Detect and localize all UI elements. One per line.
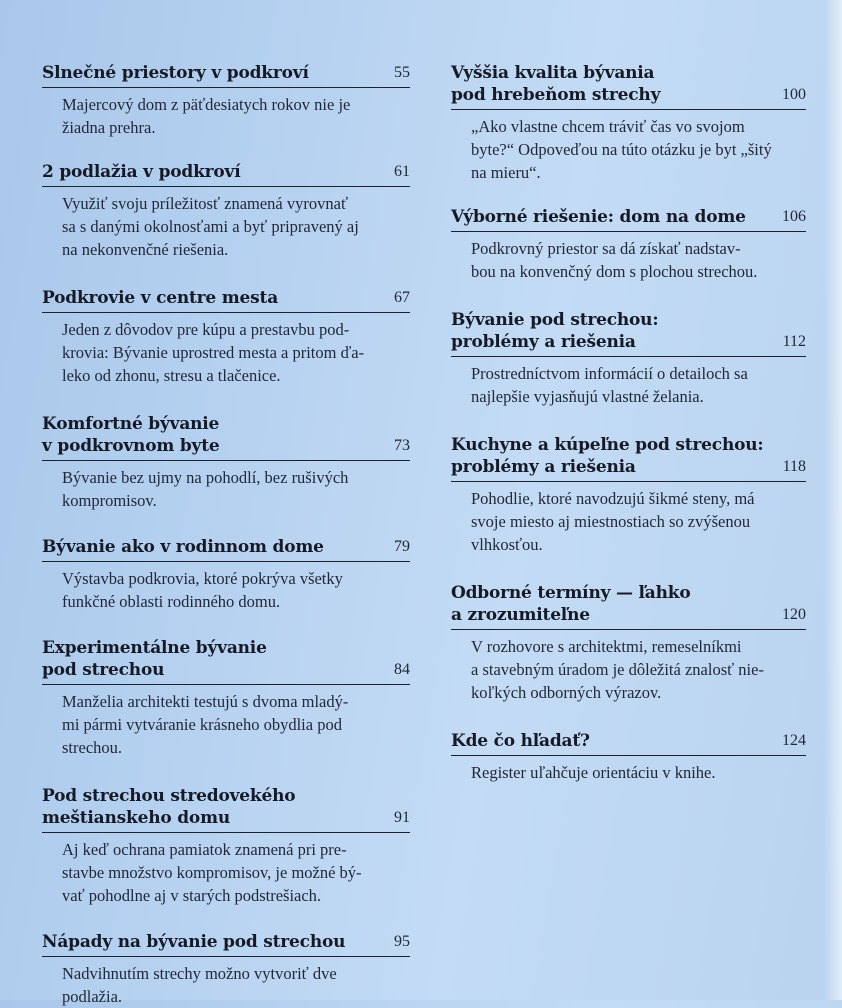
toc-entry-description-line: vať pohodlne aj v starých podstrešiach. xyxy=(62,886,322,905)
toc-entry-description-line: a stavebným úradom je dôležitá znalosť nie- xyxy=(471,660,764,679)
toc-entry-description-line: Pohodlie, ktoré navodzujú šikmé steny, má xyxy=(471,489,755,508)
toc-entry-page-number: 112 xyxy=(782,333,806,350)
toc-entry xyxy=(451,309,806,408)
toc-entry-heading xyxy=(42,931,410,957)
toc-entry-description-line: sa s danými okolnosťami a byť pripravený aj xyxy=(62,217,359,236)
toc-entry-title: Podkrovie v centre mesta xyxy=(42,288,279,308)
toc-entry-description-line: bou na konvenčný dom s plochou strechou. xyxy=(471,262,758,281)
toc-entry-description-line: Výstavba podkrovia, ktoré pokrýva všetky xyxy=(62,569,343,588)
toc-entry xyxy=(451,62,806,184)
toc-entry-description xyxy=(42,562,410,613)
toc-entry xyxy=(451,582,806,704)
toc-entry-title: Nápady na bývanie pod strechou xyxy=(42,932,346,952)
toc-entry-heading xyxy=(42,785,410,833)
toc-entry-description-line: strechou. xyxy=(62,738,123,757)
toc-entry-description-line: Manželia architekti testujú s dvoma mladý- xyxy=(62,692,349,711)
toc-entry-description-line: krovia: Bývanie uprostred mesta a pritom ďa- xyxy=(62,343,365,362)
toc-entry-description-line: stavbe množstvo kompromisov, je možné bý- xyxy=(62,863,362,882)
toc-entry-description-line: funkčné oblasti rodinného domu. xyxy=(62,592,281,611)
toc-entry-title: Komfortné bývanie v podkrovnom byte xyxy=(42,414,220,456)
toc-entry-title: Kuchyne a kúpeľne pod strechou: problémy a riešenia xyxy=(451,435,764,477)
toc-entry xyxy=(42,161,410,261)
toc-entry-title: Odborné termíny — ľahko a zrozumiteľne xyxy=(451,583,691,625)
toc-entry xyxy=(42,931,410,1008)
toc-entry-description xyxy=(451,357,806,408)
toc-entry-description-line: Podkrovný priestor sa dá získať nadstav- xyxy=(471,239,741,258)
toc-entry-description-line: byte?“ Odpoveďou na túto otázku je byt „šitý xyxy=(471,140,772,159)
toc-entry xyxy=(451,434,806,556)
toc-entry-description-line: Využiť svoju príležitosť znamená vyrovnať xyxy=(62,194,348,213)
toc-entry-heading xyxy=(42,536,410,562)
page-edge-shadow xyxy=(824,0,842,1000)
toc-right-column xyxy=(451,62,806,784)
toc-entry xyxy=(451,206,806,283)
toc-entry-heading xyxy=(451,582,806,630)
toc-entry-description-line: Bývanie bez ujmy na pohodlí, bez rušivých xyxy=(62,468,349,487)
toc-entry-heading xyxy=(451,206,806,232)
toc-entry-description-line: žiadna prehra. xyxy=(62,118,156,137)
toc-entry-title: Slnečné priestory v podkroví xyxy=(42,63,309,83)
toc-entry-title: Výborné riešenie: dom na dome xyxy=(451,207,746,227)
toc-entry-description xyxy=(451,232,806,283)
toc-entry-description xyxy=(451,756,806,784)
toc-entry-description-line: „Ako vlastne chcem tráviť čas vo svojom xyxy=(471,117,745,136)
toc-entry-description xyxy=(451,482,806,556)
toc-entry-page-number: 79 xyxy=(394,538,410,555)
toc-left-column xyxy=(42,62,410,1008)
toc-entry-description xyxy=(42,685,410,759)
toc-entry-description-line: mi pármi vytváranie krásneho obydlia pod xyxy=(62,715,342,734)
toc-entry-title: Experimentálne bývanie pod strechou xyxy=(42,638,267,680)
toc-entry-description-line: leko od zhonu, stresu a tlačenice. xyxy=(62,366,281,385)
toc-entry-heading xyxy=(451,62,806,110)
toc-entry-description-line: najlepšie vyjasňujú vlastné želania. xyxy=(471,387,704,406)
toc-entry-page-number: 67 xyxy=(394,289,410,306)
toc-entry xyxy=(42,413,410,512)
toc-entry xyxy=(42,637,410,759)
toc-entry-title: Vyššia kvalita bývania pod hrebeňom strechy xyxy=(451,63,661,105)
toc-entry-description-line: vlhkosťou. xyxy=(471,535,543,554)
toc-entry-heading xyxy=(42,161,410,187)
toc-entry-page-number: 124 xyxy=(782,732,806,749)
toc-entry-page-number: 95 xyxy=(394,933,410,950)
toc-entry-description xyxy=(42,833,410,907)
toc-entry-page-number: 73 xyxy=(394,437,410,454)
toc-entry-title: 2 podlažia v podkroví xyxy=(42,162,241,182)
toc-entry-description-line: svoje miesto aj miestnostiach so zvýšenou xyxy=(471,512,751,531)
toc-entry-description-line: na mieru“. xyxy=(471,163,541,182)
toc-entry-description-line: Majercový dom z päťdesiatych rokov nie je xyxy=(62,95,351,114)
toc-entry xyxy=(42,287,410,387)
toc-entry-description-line: Prostredníctvom informácií o detailoch sa xyxy=(471,364,748,383)
toc-entry-page-number: 120 xyxy=(782,606,806,623)
toc-entry-heading xyxy=(42,62,410,88)
toc-entry-heading xyxy=(451,309,806,357)
toc-entry-title: Bývanie ako v rodinnom dome xyxy=(42,537,324,557)
toc-entry-description xyxy=(42,461,410,512)
toc-entry-page-number: 100 xyxy=(782,86,806,103)
toc-entry-heading xyxy=(42,413,410,461)
toc-entry-page-number: 91 xyxy=(394,809,410,826)
toc-entry-title: Kde čo hľadať? xyxy=(451,731,590,751)
toc-entry-title: Pod strechou stredovekého meštianskeho domu xyxy=(42,786,296,828)
toc-entry-description xyxy=(42,88,410,139)
toc-entry-description xyxy=(451,630,806,704)
toc-entry-title: Bývanie pod strechou: problémy a riešenia xyxy=(451,310,659,352)
toc-entry-heading xyxy=(451,434,806,482)
toc-entry-description xyxy=(42,313,410,387)
toc-entry-heading xyxy=(42,637,410,685)
toc-entry-description xyxy=(451,110,806,184)
toc-entry-description-line: kompromisov. xyxy=(62,491,157,510)
toc-entry-page-number: 84 xyxy=(394,661,410,678)
toc-entry-heading xyxy=(451,730,806,756)
toc-entry xyxy=(42,536,410,613)
toc-entry-page-number: 55 xyxy=(394,64,410,81)
toc-entry-description-line: Nadvihnutím strechy možno vytvoriť dve xyxy=(62,964,337,983)
toc-entry-description-line: na nekonvenčné riešenia. xyxy=(62,240,229,259)
toc-entry xyxy=(451,730,806,784)
toc-entry-description xyxy=(42,187,410,261)
toc-entry xyxy=(42,62,410,139)
toc-entry-description-line: Aj keď ochrana pamiatok znamená pri pre- xyxy=(62,840,347,859)
toc-entry-page-number: 106 xyxy=(782,208,806,225)
toc-entry-heading xyxy=(42,287,410,313)
toc-entry-description-line: Jeden z dôvodov pre kúpu a prestavbu pod- xyxy=(62,320,350,339)
toc-entry-description-line: podlažia. xyxy=(62,987,123,1006)
toc-entry-description xyxy=(42,957,410,1008)
toc-entry-page-number: 118 xyxy=(782,458,806,475)
toc-entry-description-line: Register uľahčuje orientáciu v knihe. xyxy=(471,763,716,782)
toc-entry-page-number: 61 xyxy=(394,163,410,180)
toc-entry-description-line: koľkých odborných výrazov. xyxy=(471,683,662,702)
toc-entry-description-line: V rozhovore s architektmi, remeselníkmi xyxy=(471,637,742,656)
toc-entry xyxy=(42,785,410,907)
